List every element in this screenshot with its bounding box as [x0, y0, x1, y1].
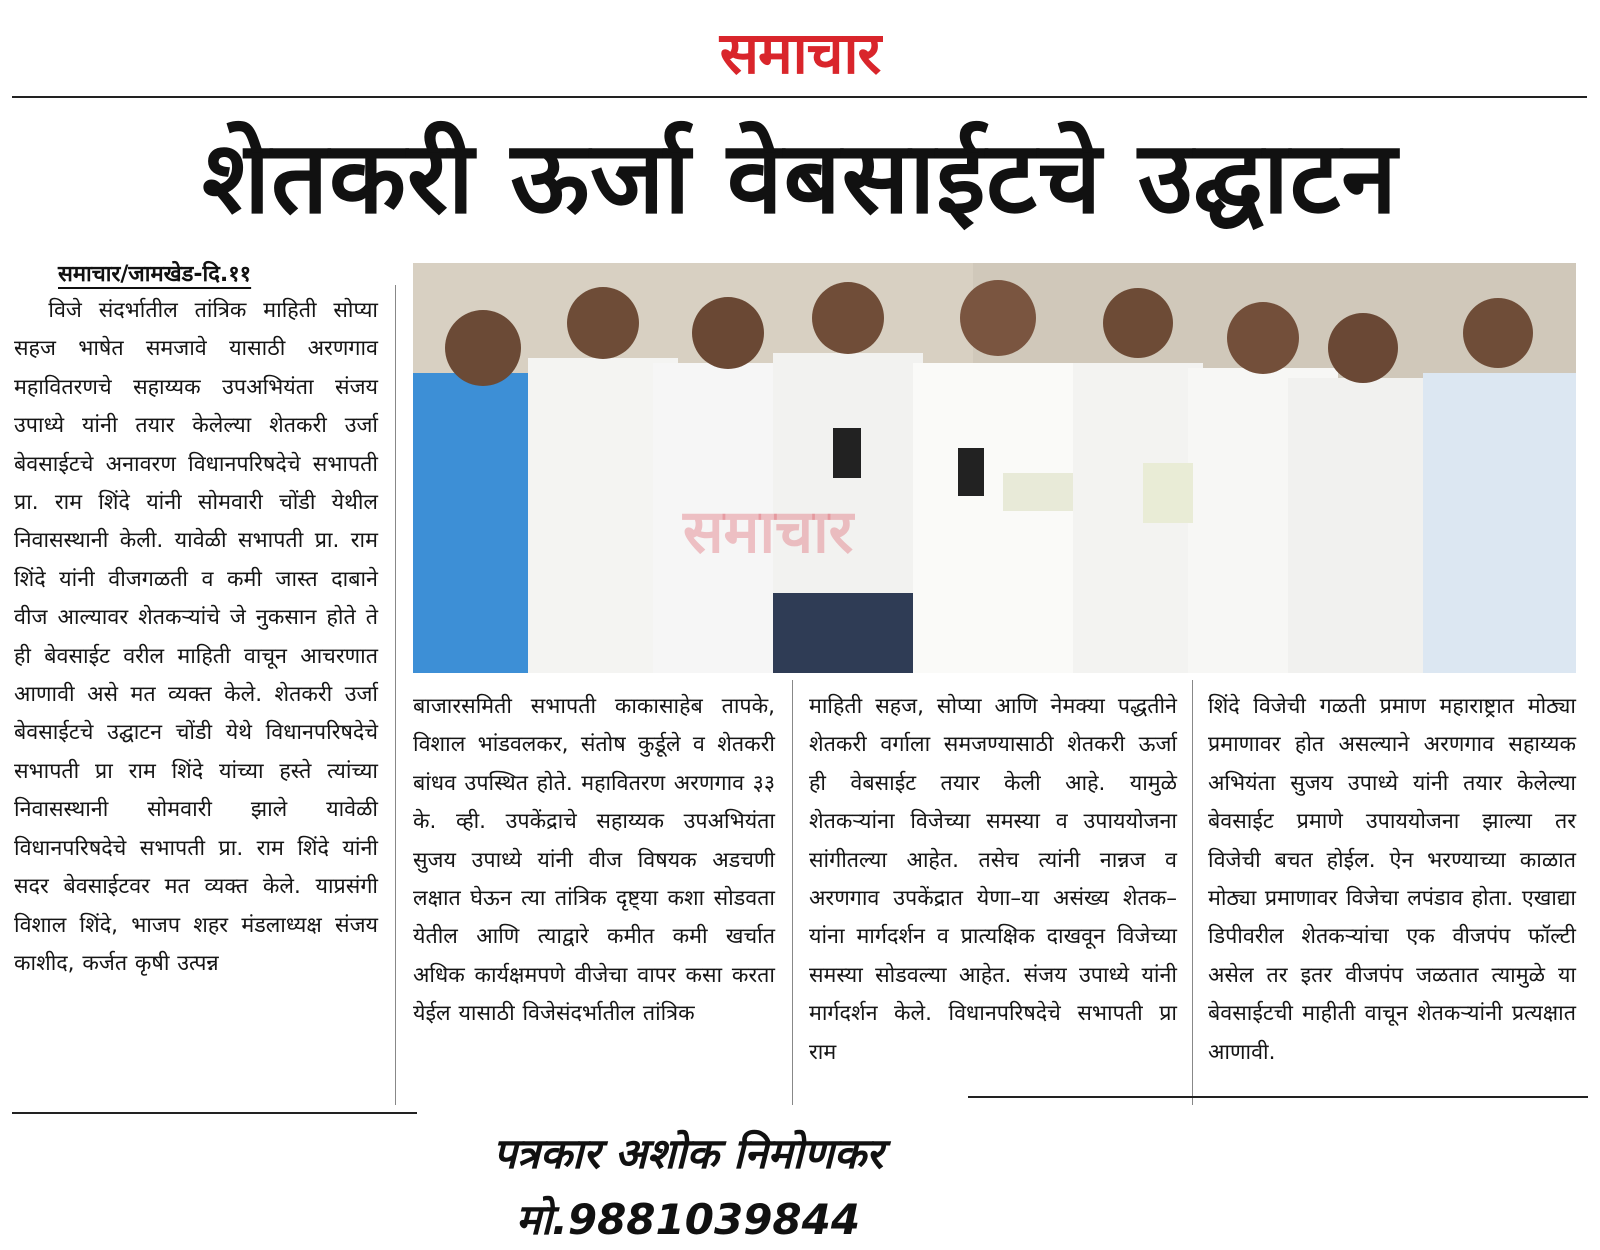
column-divider	[395, 285, 396, 1105]
dateline: समाचार/जामखेड-दि.११	[58, 262, 252, 287]
headline: शेतकरी ऊर्जा वेबसाईटचे उद्घाटन	[202, 119, 1398, 236]
article-column-4	[1208, 688, 1576, 1108]
column-divider	[792, 680, 793, 1105]
group-photo-illustration	[413, 263, 1576, 673]
article-column-3	[809, 688, 1177, 1108]
reporter-phone: मो.9881039844	[515, 1195, 861, 1244]
masthead-rule	[12, 96, 1587, 98]
article-paragraph: विजे संदर्भातील तांत्रिक माहिती सोप्या सहज भाषेत समजावे यासाठी अरणगाव महावितरणचे सहाय्यक उपअभियंता संजय उपाध्ये यांनी तयार केलेल्या शेतकरी उर्जा बेवसाईटचे अनावरण विधानपरिषदेचे सभापती प्रा. राम शिंदे यांनी सोमवारी चोंडी येथील निवासस्थानी केली. यावेळी सभापती प्रा. राम शिंदे यांनी वीजगळती व कमी जास्त दाबाने वीज आल्यावर शेतकऱ्यांचे जे नुकसान होते ते ही बेवसाईट वरील माहिती वाचून आचरणात आणावी असे मत व्यक्त केले. शेतकरी उर्जा बेवसाईटचे उद्घाटन चोंडी येथे विधानपरिषदेचे सभापती प्रा राम शिंदे यांच्या हस्ते त्यांच्या निवासस्थानी सोमवारी झाले यावेळी विधानपरिषदेचे सभापती प्रा. राम शिंदे यांनी सदर बेवसाईटवर मत व्यक्त केले. याप्रसंगी विशाल शिंदे, भाजप शहर मंडलाध्यक्ष संजय काशीद, कर्जत कृषी उत्पन्न	[14, 298, 378, 976]
photo-watermark: समाचार	[683, 497, 854, 567]
reporter-byline: पत्रकार अशोक निमोणकर	[492, 1129, 884, 1178]
article-paragraph: माहिती सहज, सोप्या आणि नेमक्या पद्धतीने शेतकरी वर्गाला समजण्यासाठी शेतकरी ऊर्जा ही वेबसाईट तयार केली आहे. यामुळे शेतकऱ्यांना विजेच्या समस्या व उपाययोजना सांगीतल्या आहेत. तसेच त्यांनी नान्नज व अरणगाव उपकेंद्रात येणा–या असंख्य शेतक–यांना मार्गदर्शन व प्रात्यक्षिक दाखवून विजेच्या समस्या सोडवल्या आहेत. संजय उपाध्ये यांनी मार्गदर्शन केले. विधानपरिषदेचे सभापती प्रा राम	[809, 694, 1177, 1065]
article-column-1	[14, 292, 378, 1112]
article-paragraph: बाजारसमिती सभापती काकासाहेब तापके, विशाल भांडवलकर, संतोष कुर्डूले व शेतकरी बांधव उपस्थित होते. महावितरण अरणगाव ३३ के. व्ही. उपकेंद्राचे सहाय्यक उपअभियंता सुजय उपाध्ये यांनी वीज विषयक अडचणी लक्षात घेऊन त्या तांत्रिक दृष्ट्या कशा सोडवता येतील आणि त्याद्वारे कमीत कमी खर्चात अधिक कार्यक्षमपणे वीजेचा वापर कसा करता येईल यासाठी विजेसंदर्भातील तांत्रिक	[413, 694, 775, 1027]
bottom-rule-left	[12, 1112, 417, 1114]
bottom-rule-right	[968, 1096, 1588, 1098]
article-column-2	[413, 688, 775, 1108]
masthead-logo: समाचार	[719, 19, 881, 87]
column-divider	[1192, 680, 1193, 1105]
news-photo	[413, 263, 1576, 673]
article-paragraph: शिंदे विजेची गळती प्रमाण महाराष्ट्रात मोठ्या प्रमाणावर होत असल्याने अरणगाव सहाय्यक अभियंता सुजय उपाध्ये यांनी तयार केलेल्या बेवसाईट प्रमाणे उपाययोजना झाल्या तर विजेची बचत होईल. ऐन भरण्याच्या काळात मोठ्या प्रमाणावर विजेचा लपंडाव होता. एखाद्या डिपीवरील शेतकऱ्यांचा एक वीजपंप फॉल्टी असेल तर इतर वीजपंप जळतात त्यामुळे या बेवसाईटची माहीती वाचून शेतकऱ्यांनी प्रत्यक्षात आणावी.	[1208, 694, 1576, 1065]
